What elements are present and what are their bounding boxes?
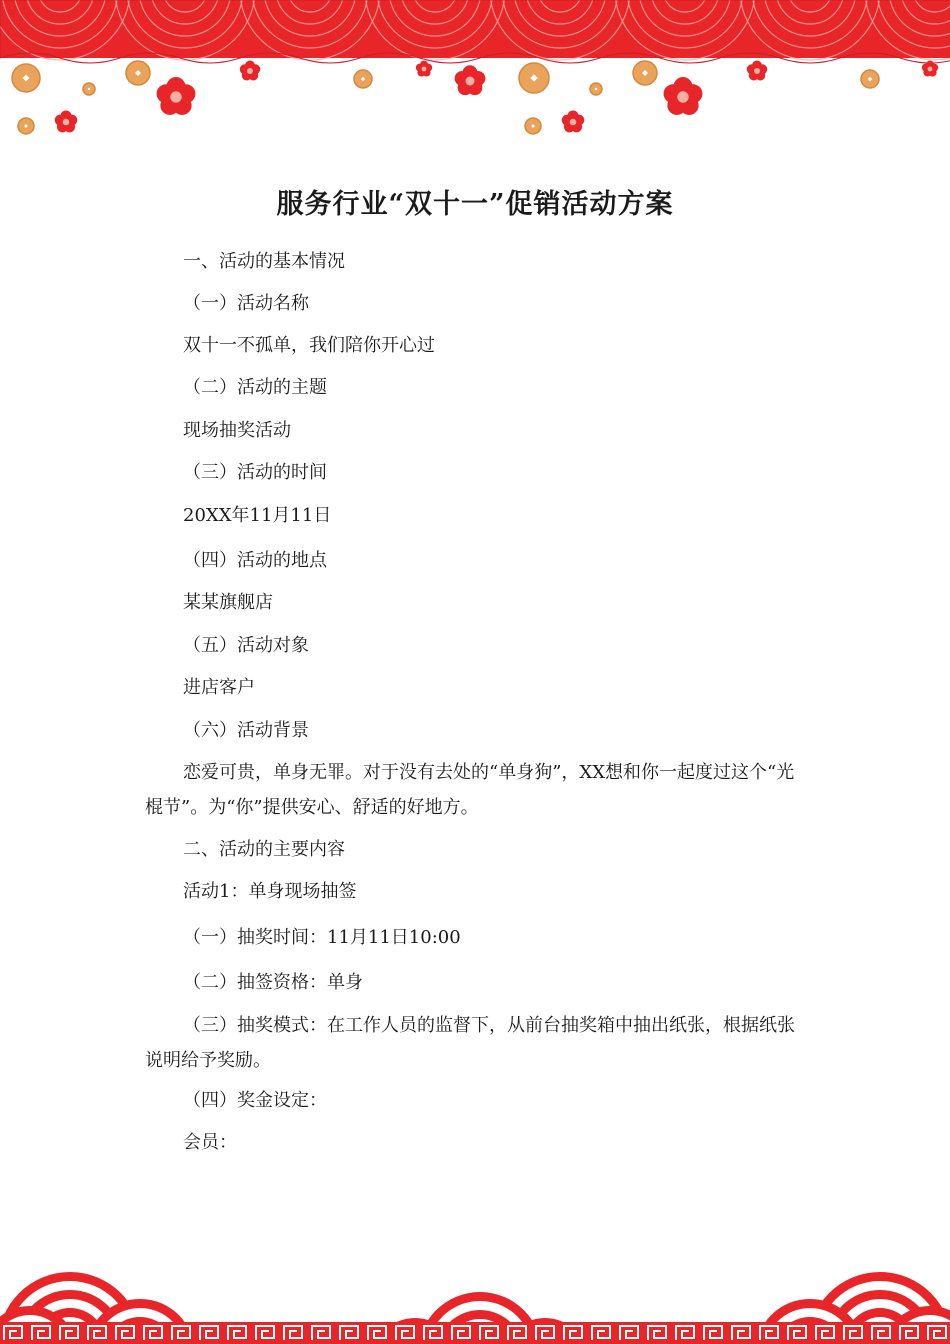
subheading: 活动1：单身现场抽签 — [183, 881, 357, 902]
paragraph: （一）抽奖时间：11月11日10:00 — [183, 927, 461, 948]
paragraph: 恋爱可贵，单身无罪。对于没有去处的“单身狗”，XX想和你一起度过这个“光棍节”。为“你”提供安心、舒适的好地方。 — [145, 762, 795, 818]
fret-band-background — [0, 1322, 950, 1344]
document-title: 服务行业“双十一”促销活动方案 — [276, 189, 674, 220]
paragraph: （二）抽签资格：单身 — [183, 972, 363, 993]
paragraph: 进店客户 — [183, 677, 255, 698]
subheading: （三）活动的时间 — [183, 462, 327, 483]
paragraph: 会员： — [183, 1132, 237, 1153]
subheading: （一）活动名称 — [183, 293, 309, 314]
paragraph: （四）奖金设定： — [183, 1090, 327, 1111]
paragraph: （三）抽奖模式：在工作人员的监督下，从前台抽奖箱中抽出纸张，根据纸张说明给予奖励。 — [145, 1015, 795, 1071]
section-heading: 一、活动的基本情况 — [183, 251, 345, 272]
subheading: （六）活动背景 — [183, 720, 309, 741]
paragraph: 20XX年11月11日 — [183, 505, 332, 526]
subheading: （二）活动的主题 — [183, 377, 327, 398]
bottom-fret-band — [0, 1322, 950, 1344]
subheading: （五）活动对象 — [183, 635, 309, 656]
paragraph: 双十一不孤单，我们陪你开心过 — [183, 335, 435, 356]
bottom-decorative-border — [0, 1244, 950, 1344]
paragraph: 某某旗舰店 — [183, 592, 273, 613]
paragraph: 现场抽奖活动 — [183, 420, 291, 441]
section-heading: 二、活动的主要内容 — [183, 839, 345, 860]
subheading: （四）活动的地点 — [183, 550, 327, 571]
